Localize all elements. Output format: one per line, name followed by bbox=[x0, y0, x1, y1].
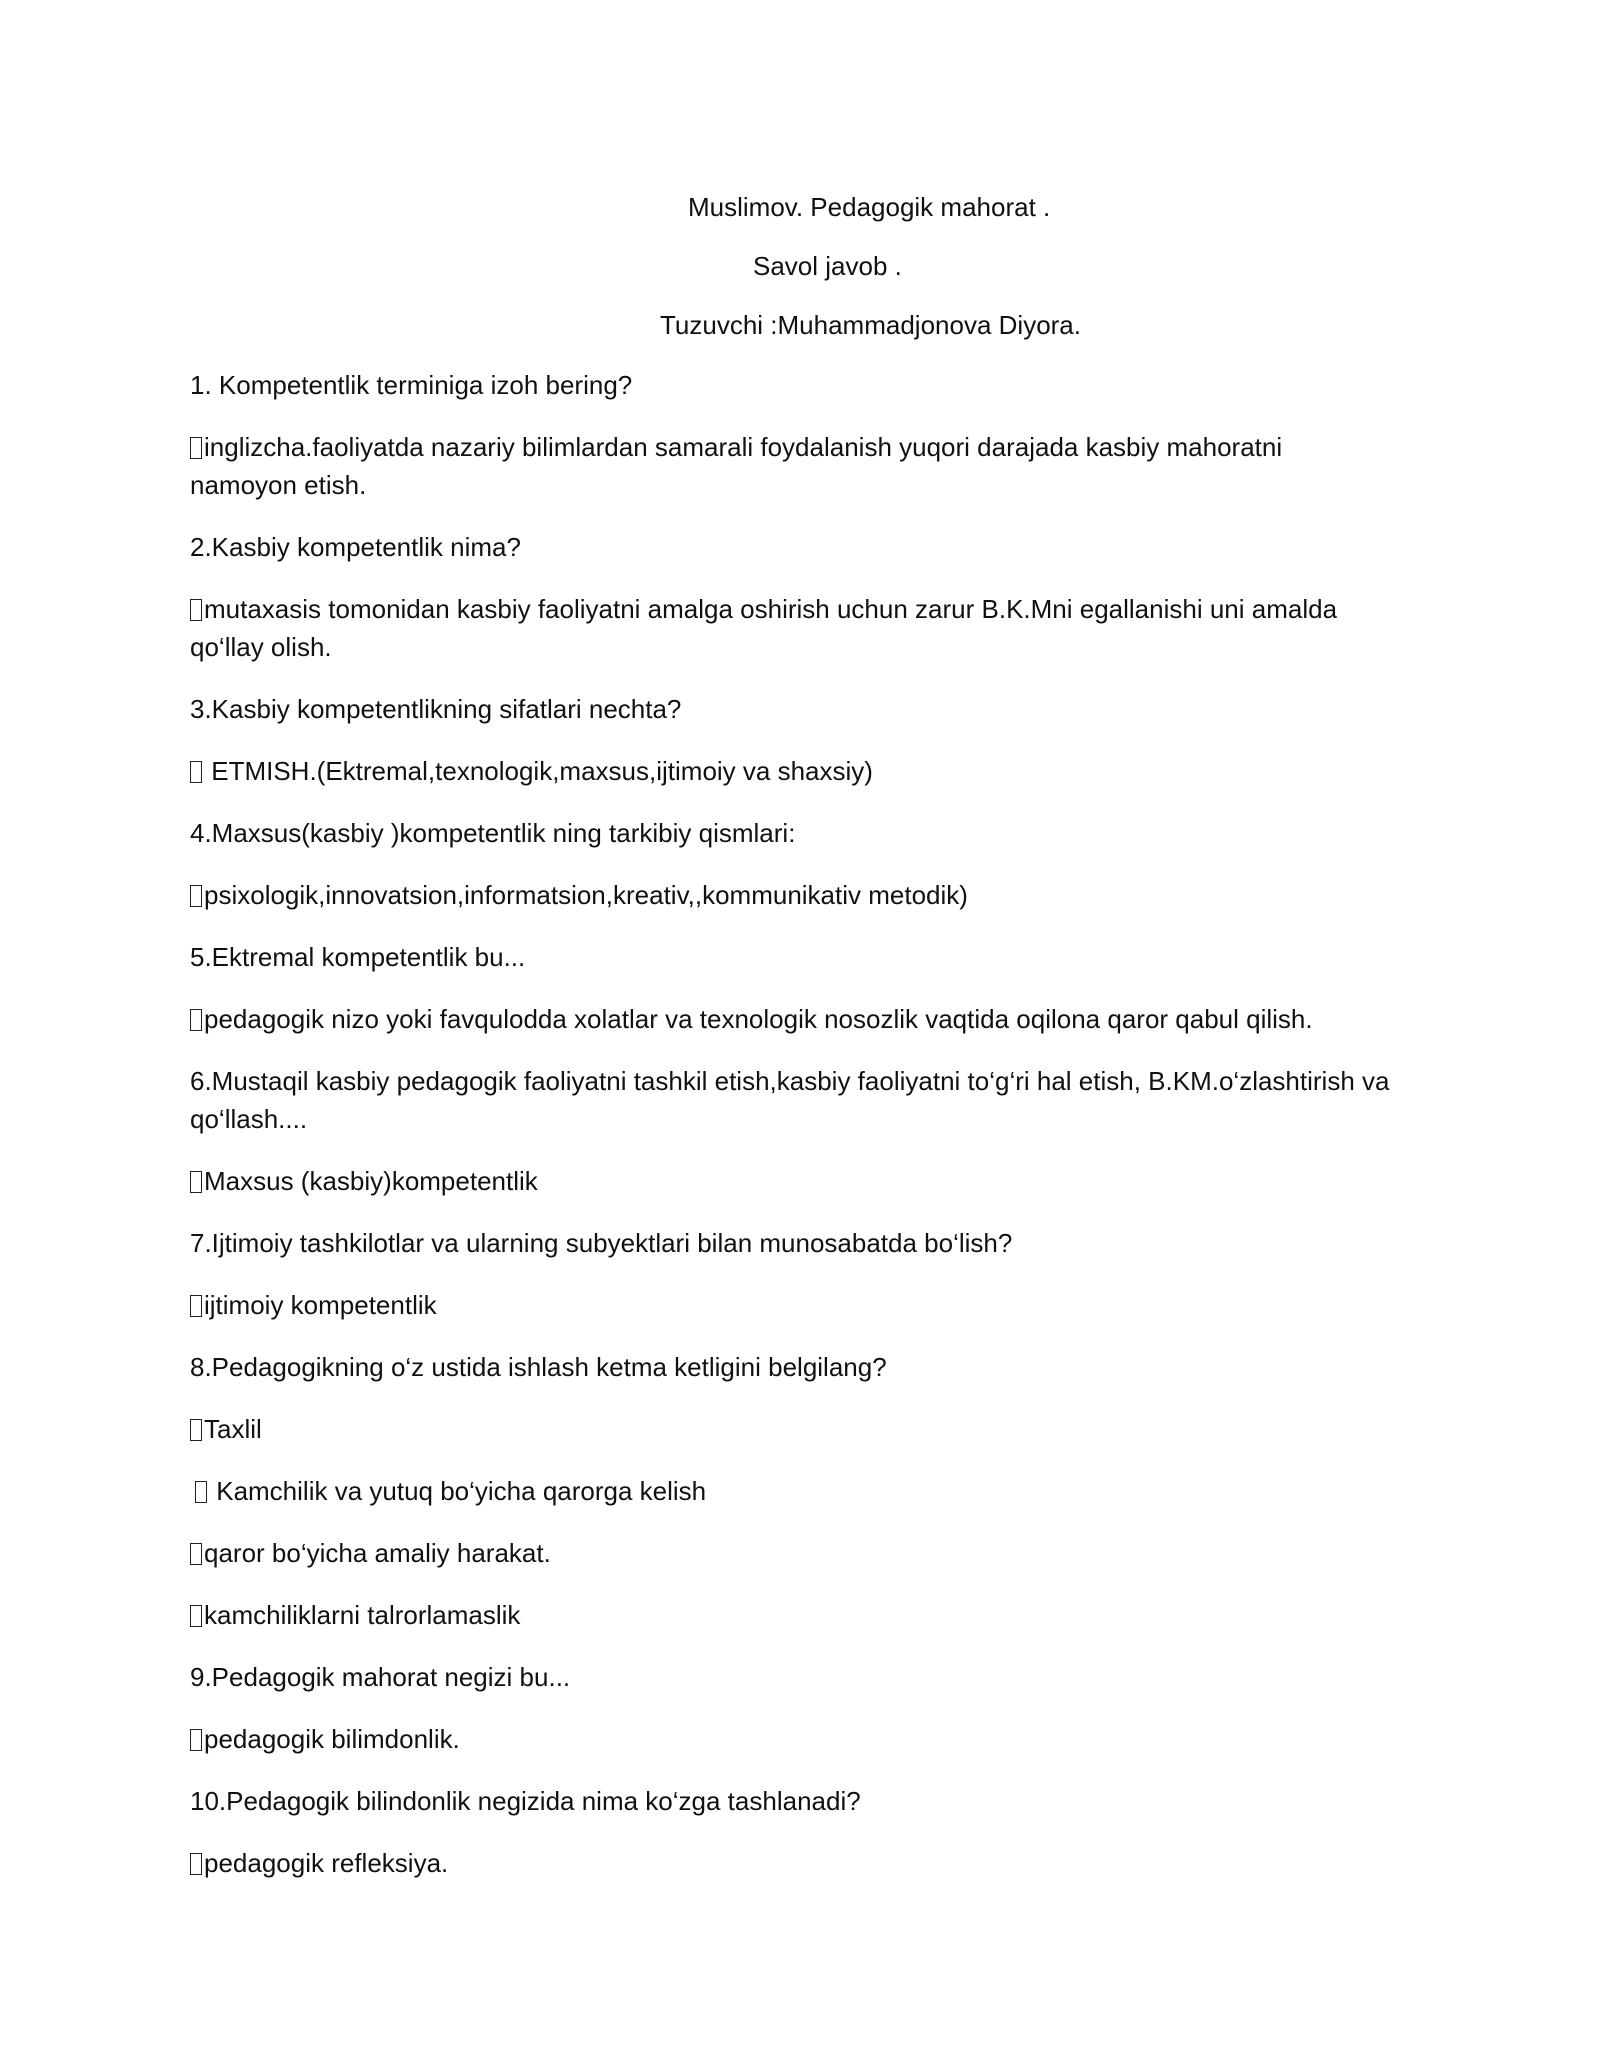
question-6: 6.Mustaqil kasbiy pedagogik faoliyatni tashkil etish,kasbiy faoliyatni to‘g‘ri hal etish, B.KM.o‘zlashtirish va qo‘llash.... bbox=[190, 1066, 1390, 1134]
answer-8-step-3 bbox=[190, 1534, 1390, 1572]
answer-1 bbox=[190, 428, 1390, 504]
qa-list bbox=[190, 366, 1390, 1906]
checkbox-glyph-icon bbox=[190, 1419, 202, 1441]
checkbox-glyph-icon bbox=[190, 1295, 202, 1317]
question-2: 2.Kasbiy kompetentlik nima? bbox=[190, 532, 521, 562]
answer-4 bbox=[190, 876, 1390, 914]
question-4: 4.Maxsus(kasbiy )kompetentlik ning tarkibiy qismlari: bbox=[190, 818, 796, 848]
checkbox-glyph-icon bbox=[195, 1481, 207, 1503]
checkbox-glyph-icon bbox=[190, 1171, 202, 1193]
checkbox-glyph-icon bbox=[190, 437, 202, 459]
answer-2 bbox=[190, 590, 1390, 666]
answer-8-step-1 bbox=[190, 1410, 1390, 1448]
answer-text: mutaxasis tomonidan kasbiy faoliyatni amalga oshirish uchun zarur B.K.Mni egallanishi uni amalda qo‘llay olish. bbox=[190, 594, 1338, 662]
answer-8-step-4 bbox=[190, 1596, 1390, 1634]
answer-8-step-2 bbox=[190, 1472, 1390, 1510]
checkbox-glyph-icon bbox=[190, 761, 202, 783]
question-8: 8.Pedagogikning o‘z ustida ishlash ketma ketligini belgilang? bbox=[190, 1352, 887, 1382]
answer-text: Taxlil bbox=[204, 1414, 262, 1444]
answer-text: pedagogik refleksiya. bbox=[204, 1848, 449, 1878]
document-author: Tuzuvchi :Muhammadjonova Diyora. bbox=[660, 310, 1081, 340]
answer-text: psixologik,innovatsion,informatsion,kreativ,,kommunikativ metodik) bbox=[204, 880, 968, 910]
answer-10 bbox=[190, 1844, 1390, 1882]
answer-3 bbox=[190, 752, 1390, 790]
question-3: 3.Kasbiy kompetentlikning sifatlari nechta? bbox=[190, 694, 682, 724]
answer-text: inglizcha.faoliyatda nazariy bilimlardan samarali foydalanish yuqori darajada kasbiy mahoratni namoyon etish. bbox=[190, 432, 1283, 500]
answer-text: qaror bo‘yicha amaliy harakat. bbox=[204, 1538, 551, 1568]
question-10: 10.Pedagogik bilindonlik negizida nima ko‘zga tashlanadi? bbox=[190, 1786, 861, 1816]
answer-6 bbox=[190, 1162, 1390, 1200]
checkbox-glyph-icon bbox=[190, 1543, 202, 1565]
checkbox-glyph-icon bbox=[190, 1009, 202, 1031]
question-1: 1. Kompetentlik terminiga izoh bering? bbox=[190, 370, 633, 400]
question-9: 9.Pedagogik mahorat negizi bu... bbox=[190, 1662, 571, 1692]
answer-text: Maxsus (kasbiy)kompetentlik bbox=[204, 1166, 538, 1196]
answer-text: pedagogik bilimdonlik. bbox=[204, 1724, 460, 1754]
question-7: 7.Ijtimoiy tashkilotlar va ularning subyektlari bilan munosabatda bo‘lish? bbox=[190, 1228, 1013, 1258]
checkbox-glyph-icon bbox=[190, 1729, 202, 1751]
answer-text: pedagogik nizo yoki favqulodda xolatlar va texnologik nosozlik vaqtida oqilona qaror qabul qilish. bbox=[204, 1004, 1313, 1034]
answer-text: ijtimoiy kompetentlik bbox=[204, 1290, 437, 1320]
answer-9 bbox=[190, 1720, 1390, 1758]
answer-5 bbox=[190, 1000, 1390, 1038]
checkbox-glyph-icon bbox=[190, 1853, 202, 1875]
answer-text: ETMISH.(Ektremal,texnologik,maxsus,ijtimoiy va shaxsiy) bbox=[204, 756, 873, 786]
checkbox-glyph-icon bbox=[190, 885, 202, 907]
answer-7 bbox=[190, 1286, 1390, 1324]
answer-text: kamchiliklarni talrorlamaslik bbox=[204, 1600, 521, 1630]
document-subtitle: Savol javob . bbox=[753, 251, 902, 281]
question-5: 5.Ektremal kompetentlik bu... bbox=[190, 942, 526, 972]
document-title: Muslimov. Pedagogik mahorat . bbox=[688, 192, 1051, 222]
answer-text: Kamchilik va yutuq bo‘yicha qarorga kelish bbox=[209, 1476, 707, 1506]
checkbox-glyph-icon bbox=[190, 599, 202, 621]
checkbox-glyph-icon bbox=[190, 1605, 202, 1627]
